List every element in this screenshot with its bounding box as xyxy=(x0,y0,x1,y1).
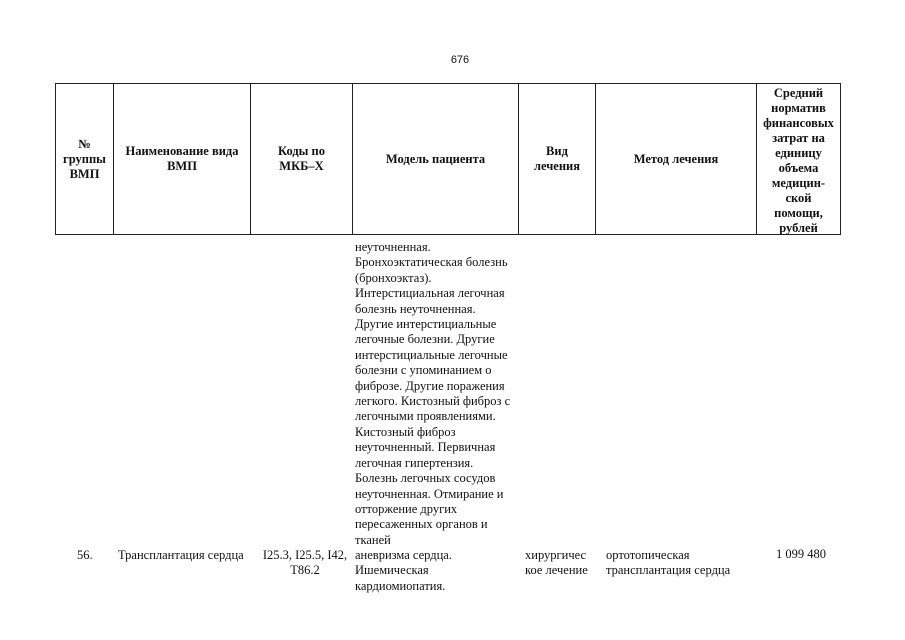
table-header xyxy=(55,83,841,235)
row-treatment-method: ортотопическая трансплантация сердца xyxy=(606,548,731,578)
row-icd-codes: I25.3, I25.5, I42, T86.2 xyxy=(262,548,348,578)
header-treatment-type: Вид лечения xyxy=(519,84,596,234)
row-average-cost: 1 099 480 xyxy=(776,547,826,561)
row-number: 56. xyxy=(77,548,93,562)
row-treatment-type: хирургичес кое лечение xyxy=(525,548,588,578)
patient-model-continuation: неуточненная. Бронхоэктатическая болезнь (бронхоэктаз). Интерстициальная легочная болезнь неуточненная. Другие интерстициальные легочные болезни. Другие интерстициальные легочные болезни с упоминанием о фиброзе. Другие поражения легкого. Кистозный фиброз с легочными проявлениями. Кистозный фиброз неуточненный. Первичная легочная гипертензия. Болезнь легочных сосудов неуточненная. Отмирание и отторжение других пересаженных органов и тканей xyxy=(355,240,511,547)
row-patient-model: аневризма сердца. Ишемическая кардиомиопатия. xyxy=(355,548,452,593)
header-treatment-method: Метод лечения xyxy=(596,84,757,234)
header-average-cost: Средний норматив финансовых затрат на единицу объема медицин- ской помощи, рублей xyxy=(763,86,834,235)
row-vmp-name: Трансплантация сердца xyxy=(118,548,244,562)
page-number: 676 xyxy=(450,54,470,66)
header-vmp-name: Наименование вида ВМП xyxy=(114,84,251,234)
header-patient-model: Модель пациента xyxy=(353,84,519,234)
header-group-number: № группы ВМП xyxy=(56,84,114,234)
header-icd-codes: Коды по МКБ–X xyxy=(251,84,353,234)
